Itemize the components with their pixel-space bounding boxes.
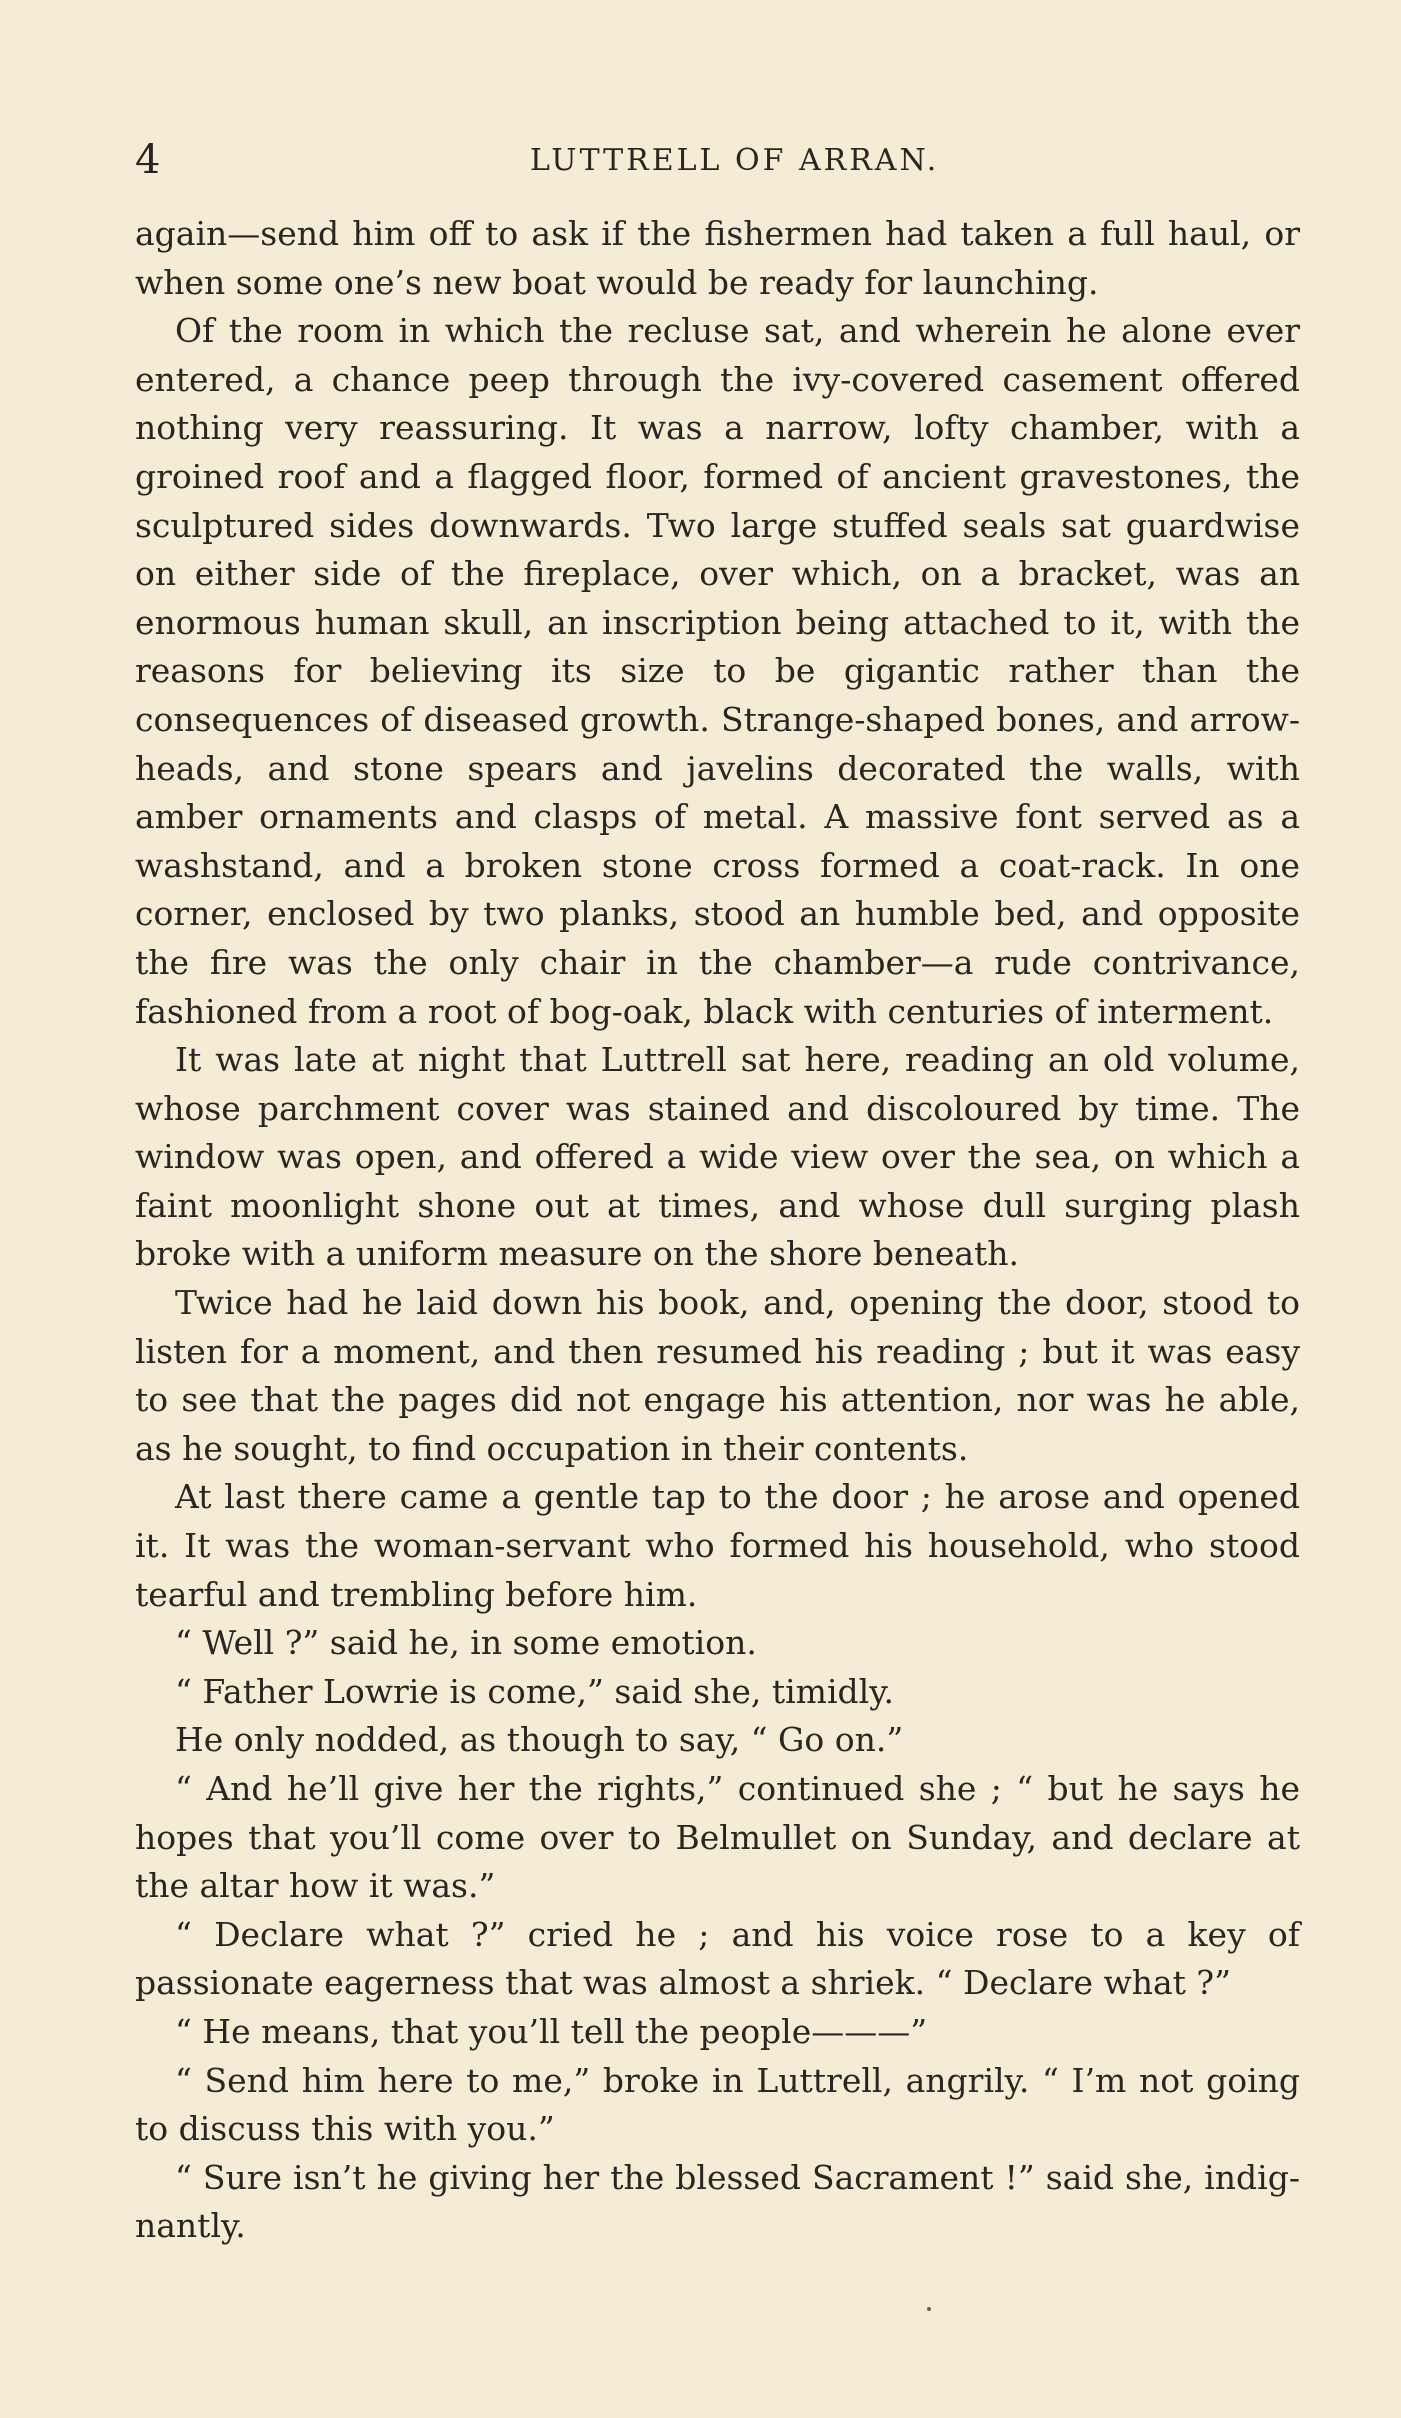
paragraph: At last there came a gentle tap to the door ; he arose and opened it. It was the woman-servant who formed his household, who stood tearful and trembling before him.	[135, 1477, 1300, 1614]
paragraph: “ Send him here to me,” broke in Luttrell, angrily. “ I’m not going to discuss this with you.”	[135, 2060, 1300, 2149]
paragraph: “ Sure isn’t he giving her the blessed Sacrament !” said she, indig-nantly.	[135, 2157, 1300, 2246]
paragraph: again—send him off to ask if the fishermen had taken a full haul, or when some one’s new boat would be ready for launching.	[135, 214, 1300, 302]
paragraph: “ And he’ll give her the rights,” continued she ; “ but he says he hopes that you’ll come over to Belmullet on Sunday, and declare at the altar how it was.”	[135, 1769, 1300, 1906]
running-title: LUTTRELL OF ARRAN.	[530, 143, 940, 178]
running-head	[130, 130, 1310, 190]
paragraph: “ Well ?” said he, in some emotion.	[175, 1623, 757, 1663]
body-text	[135, 210, 1300, 2251]
page-number: 4	[135, 137, 161, 183]
paragraph: “ Declare what ?” cried he ; and his voice rose to a key of passionate eagerness that was almost a shriek. “ Declare what ?”	[135, 1914, 1300, 2003]
paragraph: “ Father Lowrie is come,” said she, timidly.	[175, 1671, 894, 1711]
paragraph: He only nodded, as though to say, “ Go on.”	[175, 1720, 904, 1760]
paragraph: Of the room in which the recluse sat, and wherein he alone ever entered, a chance peep through the ivy-covered casement offered nothing very reassuring. It was a narrow, lofty chamber, with a groined roof and a flagged floor, formed of ancient gravestones, the sculptured sides downwards. Two large stuffed seals sat guardwise on either side of the fireplace, over which, on a bracket, was an enormous human skull, an inscription being attached to it, with the reasons for believing its size to be gigantic rather than the consequences of diseased growth. Strange-shaped bones, and arrow-heads, and stone spears and javelins decorated the walls, with amber ornaments and clasps of metal. A massive font served as a washstand, and a broken stone cross formed a coat-rack. In one corner, enclosed by two planks, stood an humble bed, and opposite the fire was the only chair in the chamber—a rude contrivance, fashioned from a root of bog-oak, black with centuries of interment.	[135, 311, 1300, 1031]
paragraph: “ He means, that you’ll tell the people———”	[175, 2011, 928, 2051]
paragraph: Twice had he laid down his book, and, opening the door, stood to listen for a moment, and then resumed his reading ; but it was easy to see that the pages did not engage his attention, nor was he able, as he sought, to find occupation in their contents.	[135, 1283, 1300, 1468]
paragraph: It was late at night that Luttrell sat here, reading an old volume, whose parchment cover was stained and discoloured by time. The window was open, and offered a wide view over the sea, on which a faint moonlight shone out at times, and whose dull surging plash broke with a uniform measure on the shore beneath.	[135, 1040, 1300, 1274]
ink-speck	[927, 2307, 931, 2311]
